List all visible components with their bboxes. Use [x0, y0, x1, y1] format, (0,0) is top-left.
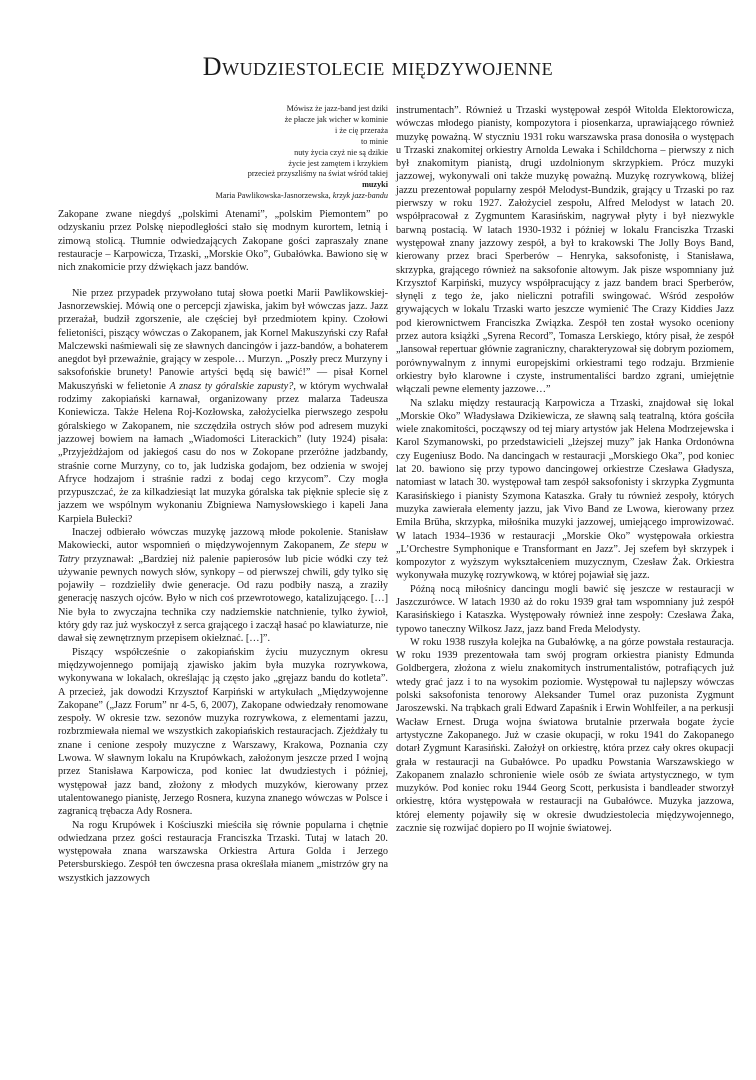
left-column [58, 104, 388, 885]
paragraph [58, 287, 388, 526]
paragraph [58, 526, 388, 646]
paragraph-italic: A znasz ty góralskie zapusty? [169, 380, 294, 392]
paragraph: Na szlaku między restauracją Karpowicza a Trzaski, znajdował się lokal „Morskie Oko” Władysława Dzikiewicza, ze sławną salą teatralną, która gościła wiele znakomitości, począwszy od tej miary artystów jak Helena Modrzejewska i Karol Szymanowski, po przedstawicieli „lżejszej muzy” jak Hanka Ordonówna czy Eugeniusz Bodo. Na dancingach w restauracji „Morskiego Oka”, pod koniec lat 20. bawiono się przy typowo dancingowej orkiestrze Czesława Gładysza, natomiast w latach 30. występował tam zespół saksofonisty i skrzypka Zygmunta Karasińskiego i pianisty Szymona Kataszka. Grały tu również zespoły, których muzyka zawierała elementy jazzu, jak Vivo Band ze Lwowa, kierowany przez Emila Brüha, skrzypka, miłośnika muzyki jazzowej, umiejącego improwizować. W latach 1934–1936 w restauracji „Morskie Oko” występowała orkiestra „L’Orchestre Symphonique e Transformant en Jazz”. Jej szefem był skrzypek i kompozytor z wyższym wykształceniem muzycznym, Czesław Żak. Orkiestra wykonywała muzykę rozrywkową, w której pojawiał się jazz. [396, 397, 734, 582]
paragraph-text: Nie przez przypadek przywołano tutaj słowa poetki Marii Pawlikowskiej-Jasnorzewskiej. Mówią one o percepcji zjawiska, jakim był wówczas jazz. Jazz przerażał, budził zgorszenie, ale częściej był przedmiotem kpiny. Czołowi felietoniści, piszący wówczas o Zakopanem, jak Kornel Makuszyński czy Rafał Malczewski naśmiewali się ze sławnych dancingów i jazz-bandów, a bohaterem anegdot był przeważnie, grający w zespole… Murzyn. „Poszły precz Murzyny i saksofońskie brunety! Panowie artyści będą się bawić!” — pisał Kornel Makuszyński w felietonie [58, 287, 388, 392]
paragraph: Piszący współcześnie o zakopiańskim życiu muzycznym okresu międzywojennego pomijają zjawisko jakim była muzyka rozrywkowa, wykonywana w lokalach, określając ją często jako „gręjazz bandu do kotleta”. A przecież, jak dowodzi Krzysztof Karpiński w artykułach „Międzywojenne Zakopane” („Jazz Forum” nr 4-5, 6, 2007), Zakopane odwiedzały renomowane zespoły. W okresie tzw. sezonów muzyka rozrywkowa, z elementami jazzu, rozbrzmiewała niemal we wszystkich zakopiańskich restauracjach. Zjeżdżały tu znane i cenione zespoły muzyczne z Warszawy, Krakowa, Poznania czy Lwowa. W sławnym lokalu na Krupówkach, założonym jeszcze przed I wojną przez Stanisława Karpowicza, pod koniec lat dwudziestych i później, występował jazz band, złożony z młodych muzyków, kierowany przez utalentowanego pianistę, Jerzego Rosnera, kuzyna znanego wówczas w Polsce i zagranicą trębacza Ady Rosnera. [58, 646, 388, 818]
paragraph-text: przyznawał: „Bardziej niż palenie papierosów lub picie wódki czy też używanie pewnych nowych słów, synkopy – od pierwszej chwili, gdy tylko się pojawiły – rozdzieliły dwie generacje. Od razu podbiły naszą, a zraziły generację naszych ojców. Było w nich coś przewrotowego, katalizującego. […] Nie była to zwyczajna technika czy nadziemskie natchnienie, tylko żywioł, który gdy raz już wyskoczył z serca grającego i zaczął hasać po klawiaturze, nie dawał się zewnętrznym przepisem okiełznać. […]”. [58, 553, 388, 645]
paragraph-text: , w którym wychwalał rodzimy zakopiański karnawał, organizowany przez malarza Tadeusza Koniewicza. Także Helena Roj-Kozłowska, założycielka pierwszego zespołu góralskiego w Zakopanem, nie szczędziła ostrych słów pod adresem muzyki jazzowej bowiem na łamach „Wiadomości Literackich” (luty 1924) pisała: „Przyjeżdżajom od jakiegoś casu do nos w Zokopane przeróżne jadzbandy, straśnie corne Murzyny, co to, jak ludziska godajom, bez odzienia w swojej Afryce hodzajom i straśnie radzi z bodaj cego krzycom”. Czy mogła przypuszczać, że za kilkadziesiąt lat muzyka góralska tak pięknie splecie się z jazzem we wspólnym wykonaniu Zbigniewa Namysłowskiego i kapeli Jana Karpiela Bułecki? [58, 380, 388, 525]
epigraph-author: Maria Pawlikowska-Jasnorzewska, [215, 191, 333, 201]
epigraph-line: życie jest zamętem i krzykiem [288, 158, 388, 168]
right-column [396, 104, 734, 835]
paragraph: Późną nocą miłośnicy dancingu mogli bawić się jeszcze w restauracji w Jaszczurówce. W latach 1930 aż do roku 1939 grał tam wspomniany już zespół Karasińskiego i Kataszka. Występowały również inne zespoły: Czesława Żaka, typowo taneczny Wilkosz Jazz, jazz band Freda Melodysty. [396, 583, 734, 635]
epigraph-line: Mówisz że jazz-band jest dziki [286, 104, 388, 113]
paragraph: Zakopane zwane niegdyś „polskimi Atenami”, „polskim Piemontem” po odzyskaniu przez Polskę niepodległości stało się modnym kurortem, letnią i zimową stolicą. Tłumnie odwiedzających Zakopane gości zapraszały znane restauracje – Karpowicza, Trzaski, „Morskie Oko”, Gubałówka. Bawiono się w nich znakomicie przy dźwiękach jazz bandów. [58, 209, 388, 274]
paragraph-italic: Ze stepu w Tatry [58, 540, 388, 565]
epigraph-emphasis: muzyki [362, 180, 388, 190]
page-title: Dwudziestolecie międzywojenne [202, 52, 554, 81]
epigraph-line: i że cię przeraża [335, 125, 388, 135]
paragraph: Na rogu Krupówek i Kościuszki mieściła się równie popularna i chętnie odwiedzana przez gości restauracja Franciszka Trzaski. Tutaj w latach 20. występowała znana warszawska Orkiestra Artura Golda i Jerzego Petersburskiego. Zespół ten ówczesna prasa określała mianem „mistrzów gry na wszystkich jazzowych [58, 819, 388, 884]
epigraph-attribution [158, 191, 388, 202]
epigraph-work: krzyk jazz-bandu [332, 191, 388, 201]
paragraph: instrumentach”. Również u Trzaski występował zespół Witolda Elektorowicza, wówczas młodego pianisty, kompozytora i piosenkarza, uprawiającego również muzykę poważną. W styczniu 1931 roku warszawska prasa donosiła o występach u Trzaski znakomitej orkiestry Arnolda Lewaka i Schildchorna – pierwszy z nich był znakomitym pianistą, drugi uzdolnionym skrzypkiem. Prócz muzyki jazzowej, wykonywali oni także muzykę poważną. Muzykę rozrywkową, bliżej jazzu prezentował popularny zespół Melodyst-Bundzik, grający u Trzaski po raz pierwszy w roku 1927. Założyciel zespołu, Alfred Melodyst w latach 20. współpracował z Zygmuntem Karasińskim, nagrywał płyty i był niezwykle barwną postacią. W latach 1930-1932 i później w lokalu Franciszka Trzaski występował znany jazzowy zespół, a był to krakowski The Jolly Boys Band, kierowany przez braci Sperberów – Henryka, saksofonistę, i Stanisława, skrzypka, grającego również na saksofonie altowym. Jak pisze wspomniany już Krzysztof Karpiński, muzycy współpracujący z jazz bandem braci Sperberów, słynęli z tego że, jako nieliczni potrafili swingować. Wśród zespołów grywających w lokalu Trzaski warto jeszcze wymienić The Crazy Kiddies Jazz pod kierownictwem Franciszka Związka. Zespół ten został wysoko oceniony przez autora książki „Syrena Record”, Tomasza Lerskiego, który pisał, że zespół „lansował repertuar głównie zagraniczny, charakteryzował się dobrym poziomem, porównywalnym z innymi europejskimi orkiestrami tego rodzaju. Brzmienie orkiestry było klarowne i czyste, instrumentaliści bardzo zgrani, umiejętnie włączali pewne elementy jazzowe…” [396, 105, 734, 396]
epigraph-line: że płacze jak wicher w kominie [284, 114, 388, 124]
paragraph-text: Inaczej odbierało wówczas muzykę jazzową młode pokolenie. Stanisław Makowiecki, autor wspomnień o międzywojennym Zakopanem, [58, 526, 388, 552]
epigraph-line: przecież przyszliśmy na świat wśród takiej [247, 169, 388, 179]
epigraph [58, 104, 388, 202]
epigraph-line: to minie [360, 136, 388, 146]
paragraph: W roku 1938 ruszyła kolejka na Gubałówkę, a na górze powstała restauracja. W roku 1939 prezentowała tam swój program orkiestra pianisty Edmunda Goldbergera, złożona z wielu znakomitych instrumentalistów, potrafiących już wtedy grać jazz i to na wysokim poziomie. Występował tu najlepszy wówczas polski saksofonista tenorowy Aleksander Tumel oraz puzonista Zygmunt Jaroszewski. Na trąbkach grali Edward Zapaśnik i Erwin Wohlfeiler, a na perkusji Wacław Ernest. Druga wojna światowa brutalnie przerwała bogate życie artystyczne Zakopanego. Już w czasie okupacji, w roku 1941 do Zakopanego dotarł Zygmunt Karasiński. Założył on orkiestrę, która przez cały okres okupacji grała w restauracji na Gubałówce. Po upadku Powstania Warszawskiego w Zakopanem znalazło schronienie wiele osób ze świata artystycznego, w tym muzyków. Pod koniec roku 1944 Georg Scott, perkusista i bandleader stworzył orkiestrę, która występowała w restauracji na Gubałówce. Muzyka jazzowa, której elementy pojawiły się w okresie dwudziestolecia międzywojennego, zacznie się rozwijać dopiero po II wojnie światowej. [396, 636, 734, 835]
epigraph-line: nuty życia czyż nie są dzikie [294, 147, 388, 157]
